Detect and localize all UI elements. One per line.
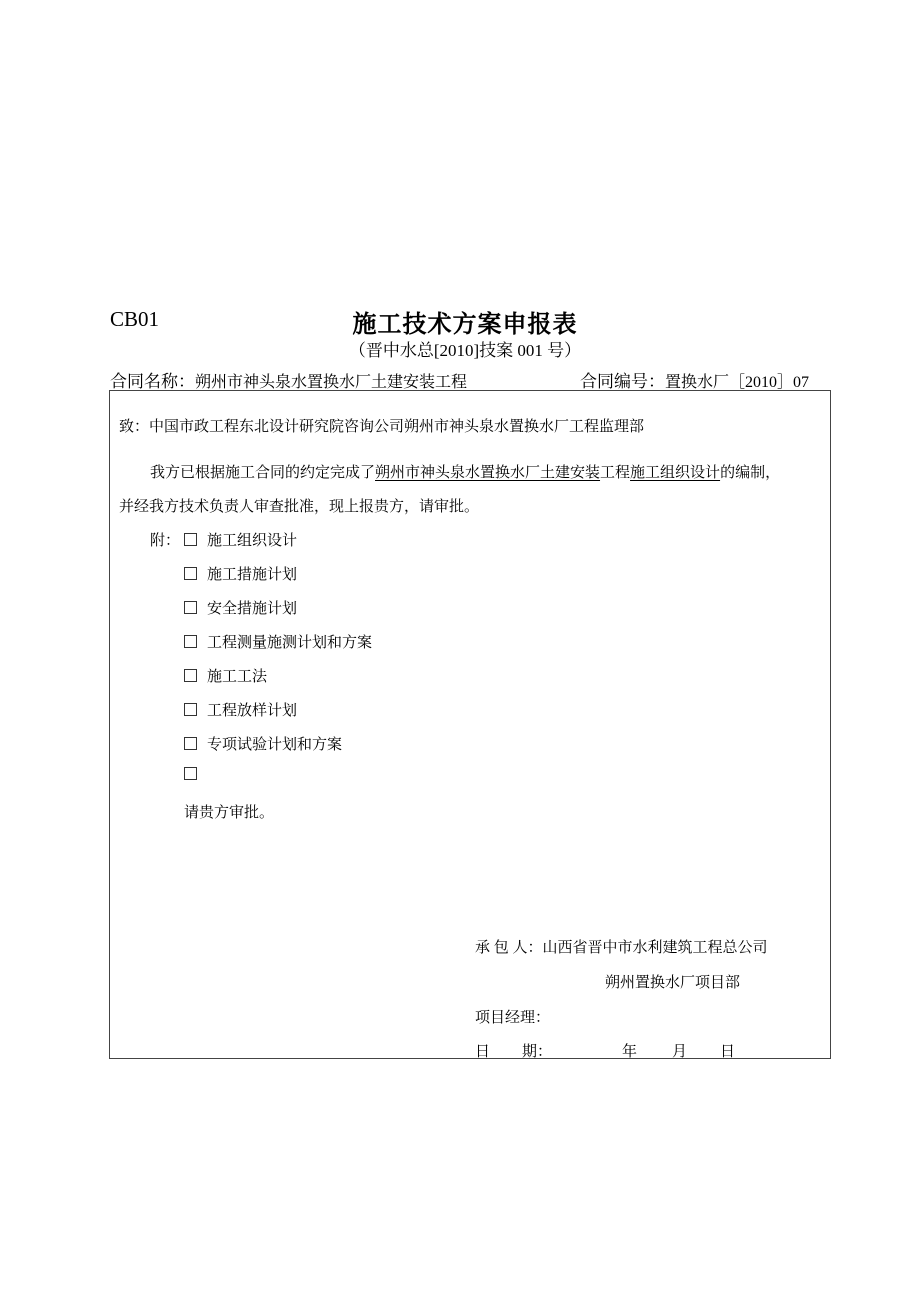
contract-name	[110, 367, 467, 392]
attachment-item[interactable]	[184, 597, 297, 618]
addressee: 致：中国市政工程东北设计研究院咨询公司朔州市神头泉水置换水厂工程监理部	[119, 419, 645, 435]
attachment-item[interactable]	[184, 529, 297, 550]
contractor-value: 山西省晋中市水利建筑工程总公司	[542, 940, 768, 956]
checkbox[interactable]	[184, 737, 197, 750]
attachment-item-other[interactable]	[184, 767, 207, 784]
project-manager-label: 项目经理：	[475, 1010, 551, 1026]
approval-request: 请贵方审批。	[184, 805, 275, 821]
statement-text: 工程	[600, 465, 631, 481]
form-box	[109, 390, 831, 1059]
attachment-item[interactable]	[184, 665, 267, 686]
attachment-item[interactable]	[184, 733, 342, 754]
attachment-item[interactable]	[184, 631, 372, 652]
date-day: 日	[720, 1044, 736, 1060]
attachment-label: 专项试验计划和方案	[207, 737, 343, 753]
contractor-label: 承 包 人：	[475, 940, 543, 956]
project-department: 朔州置换水厂项目部	[605, 975, 741, 991]
document-number: （晋中水总[2010]技案 001 号）	[348, 341, 582, 360]
attachment-label: 施工措施计划	[207, 567, 298, 583]
attachment-label: 安全措施计划	[207, 601, 298, 617]
attachment-item[interactable]	[184, 699, 297, 720]
contract-number	[580, 367, 809, 392]
checkbox[interactable]	[184, 533, 197, 546]
date-month: 月	[672, 1044, 688, 1060]
statement-text: 的编制，	[720, 465, 781, 481]
checkbox[interactable]	[184, 635, 197, 648]
attachment-label: 工程测量施测计划和方案	[207, 635, 373, 651]
statement-text: 我方已根据施工合同的约定完成了	[150, 465, 376, 481]
page-title: 施工技术方案申报表	[352, 312, 578, 338]
date-label-1: 日	[475, 1044, 491, 1060]
attachment-label: 施工组织设计	[207, 533, 298, 549]
contractor	[475, 936, 768, 957]
contract-name-value: 朔州市神头泉水置换水厂土建安装工程	[195, 374, 468, 391]
date-label-2: 期：	[522, 1044, 553, 1060]
checkbox[interactable]	[184, 601, 197, 614]
attachments-label: 附：	[150, 533, 181, 549]
contract-number-value: 置换水厂［2010］07	[665, 374, 810, 391]
project-name-fill[interactable]: 朔州市神头泉水置换水厂土建安装	[375, 465, 601, 481]
attachment-item[interactable]	[184, 563, 297, 584]
checkbox[interactable]	[184, 767, 197, 780]
attachment-label: 工程放样计划	[207, 703, 298, 719]
contract-name-label: 合同名称：	[110, 372, 195, 391]
checkbox[interactable]	[184, 669, 197, 682]
attachment-label: 施工工法	[207, 669, 268, 685]
form-code: CB01	[110, 307, 160, 331]
statement-line-2: 并经我方技术负责人审查批准，现上报贵方，请审批。	[119, 499, 480, 515]
date-year: 年	[622, 1044, 638, 1060]
contract-number-label: 合同编号：	[580, 372, 665, 391]
checkbox[interactable]	[184, 567, 197, 580]
document-type-fill[interactable]: 施工组织设计	[630, 465, 721, 481]
statement-line-1	[150, 461, 780, 482]
checkbox[interactable]	[184, 703, 197, 716]
